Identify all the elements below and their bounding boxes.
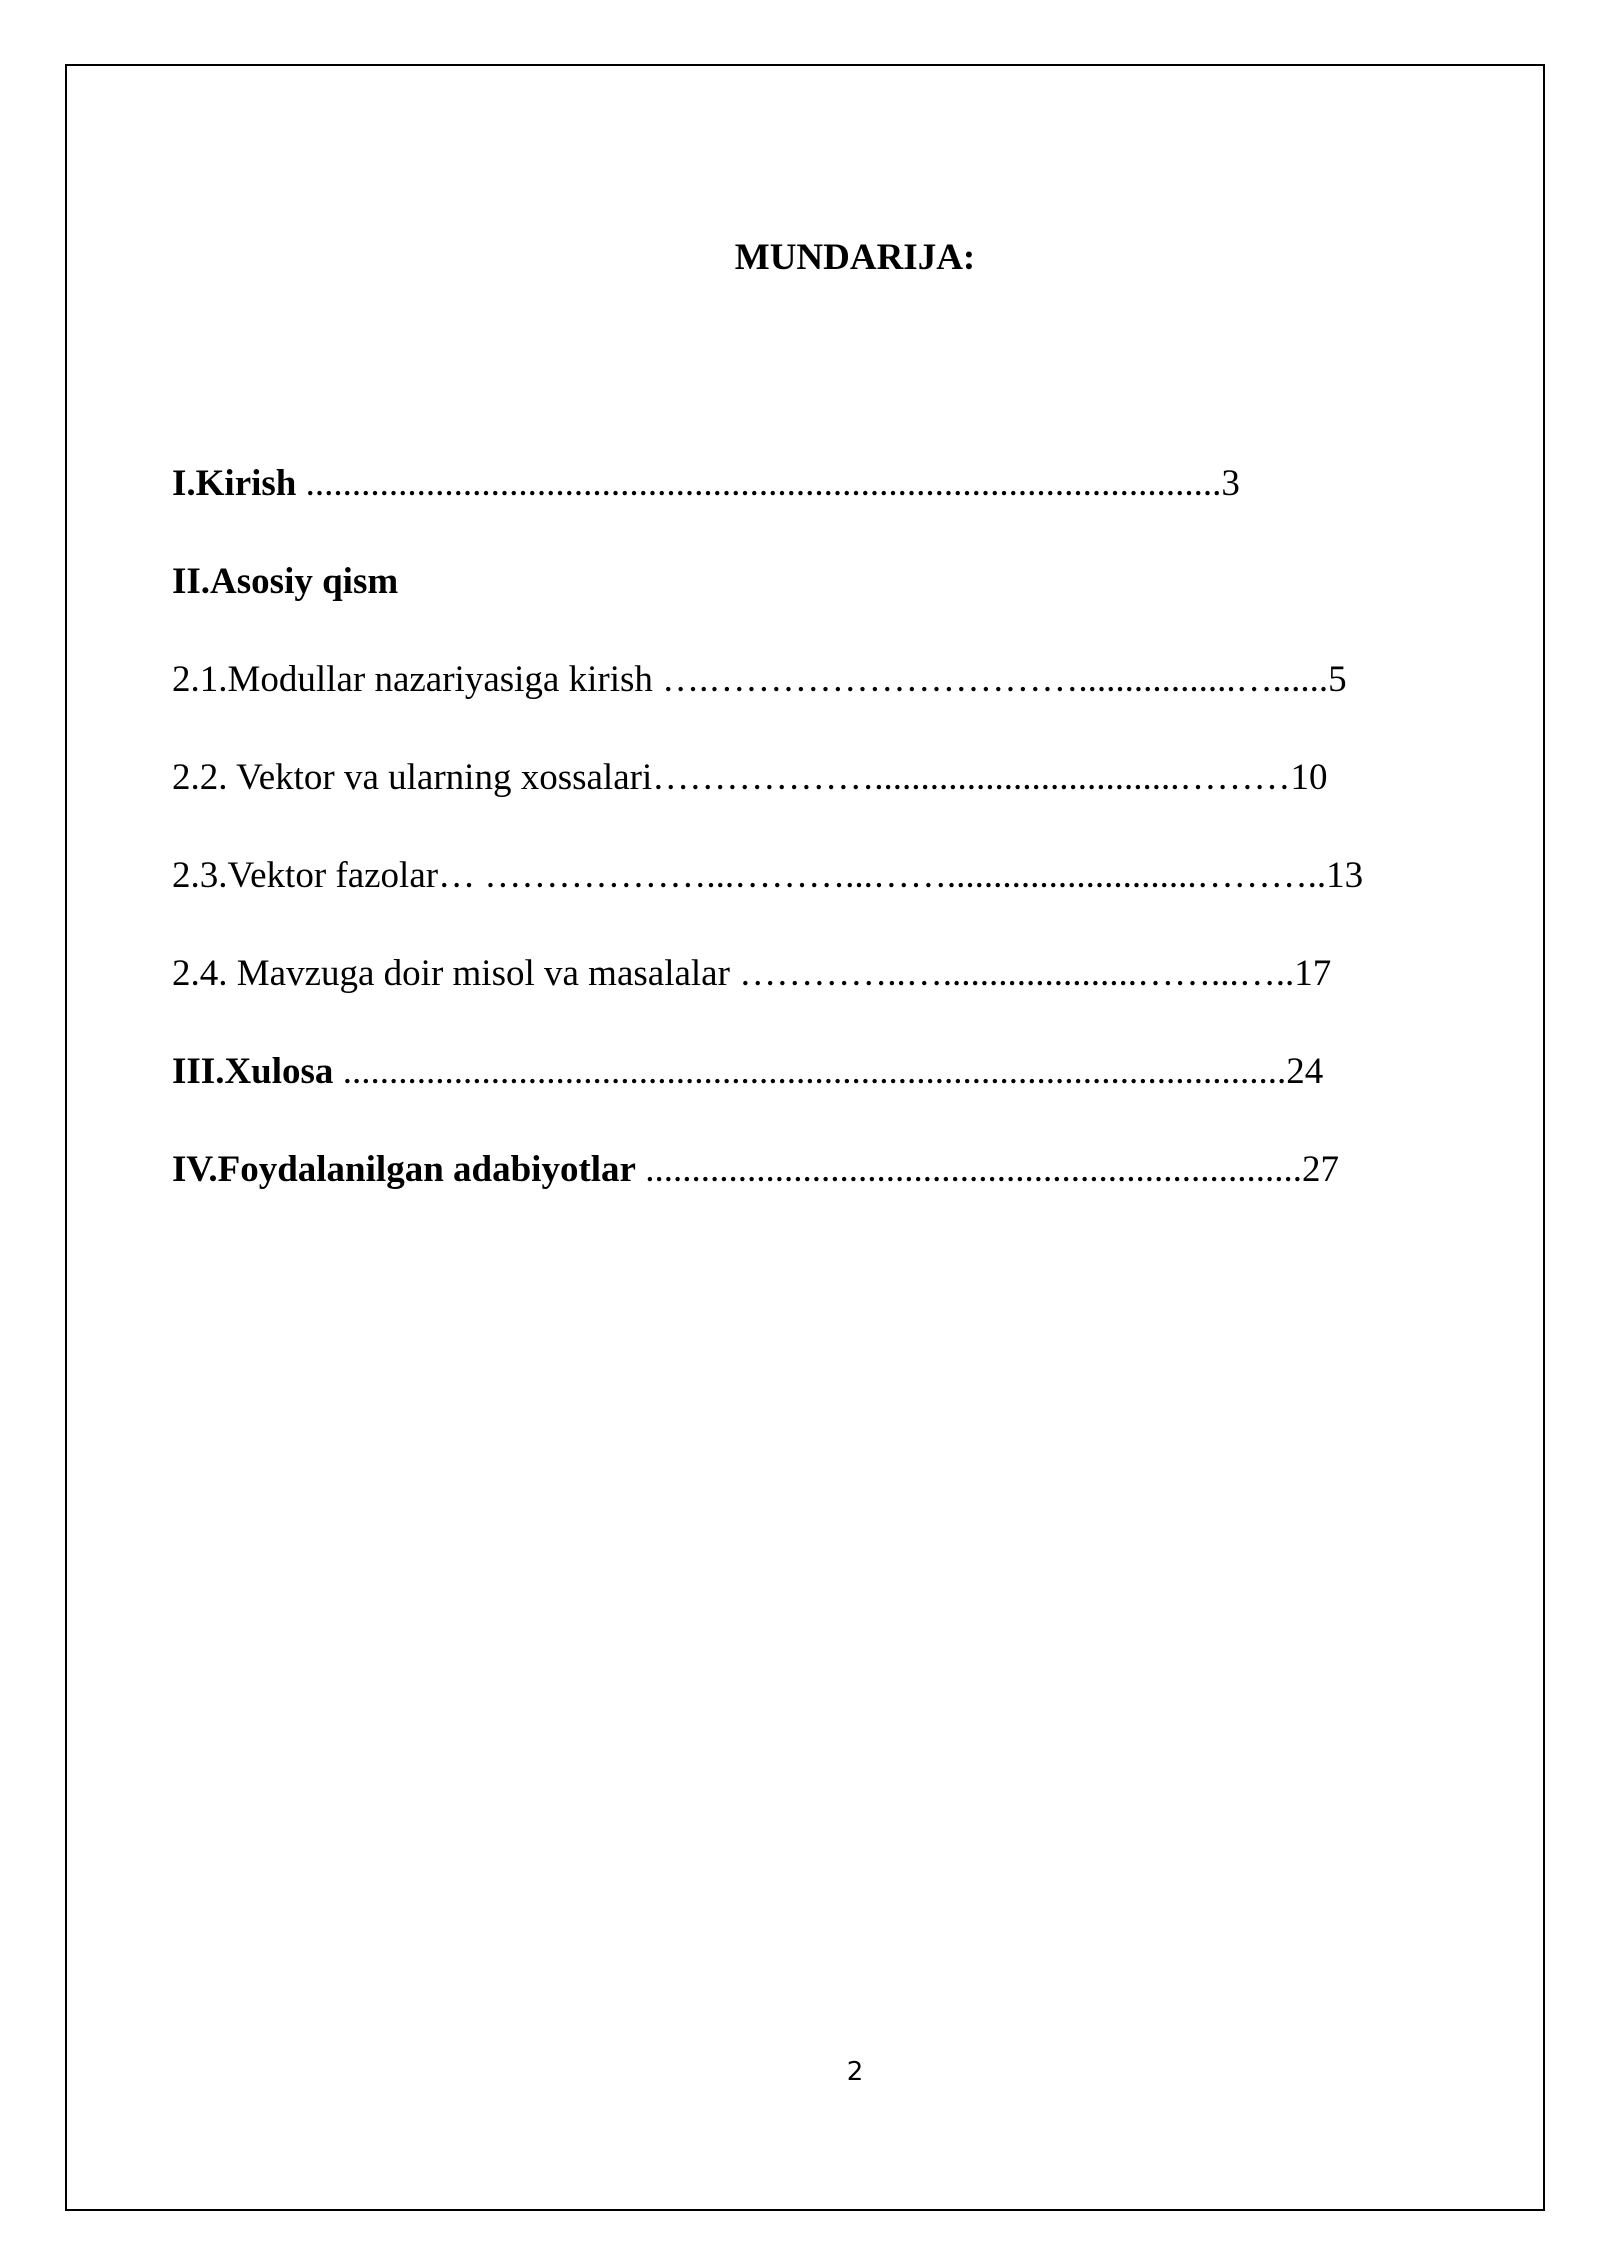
page-number: 2 — [846, 2057, 864, 2087]
toc-entry-leader: …………..….....................……...….. — [729, 953, 1295, 994]
toc-entry-page: 27 — [1301, 1149, 1339, 1190]
toc-entry-asosiy-qism — [172, 560, 398, 604]
toc-entry-leader: ...................................................................................................... — [333, 1051, 1287, 1092]
toc-entry-leader: ….………………………….................…...... — [652, 659, 1329, 700]
toc-entry-leader: ……………….................................……… — [652, 757, 1291, 798]
toc-entry-label: 2.3.Vektor fazolar… — [172, 855, 476, 896]
toc-entry-page: 13 — [1326, 855, 1364, 896]
toc-entry-page: 17 — [1294, 953, 1332, 994]
toc-entry-leader: ………………...………...……...........................……….. — [475, 855, 1327, 896]
toc-entry-label: 2.2. Vektor va ularning xossalari — [172, 757, 653, 798]
page-title: MUNDARIJA: — [734, 237, 976, 278]
toc-entry-page: 24 — [1286, 1051, 1324, 1092]
toc-entry-label: IV.Foydalanilgan adabiyotlar — [172, 1149, 636, 1190]
toc-entry-label: 2.1.Modullar nazariyasiga kirish — [172, 659, 653, 700]
toc-entry-leader: ................................................................................................... — [296, 463, 1222, 504]
toc-entry-kirish — [172, 462, 1240, 506]
toc-entry-label: II.Asosiy qism — [172, 561, 399, 602]
toc-entry-label: I.Kirish — [172, 463, 297, 504]
toc-entry-2-3 — [172, 854, 1363, 898]
toc-entry-page: 10 — [1290, 757, 1328, 798]
toc-entry-xulosa — [172, 1050, 1323, 1094]
toc-entry-2-1 — [172, 658, 1347, 702]
toc-entry-label: 2.4. Mavzuga doir misol va masalalar — [172, 953, 730, 994]
toc-entry-leader: ....................................................................... — [635, 1149, 1302, 1190]
toc-entry-label: III.Xulosa — [172, 1051, 334, 1092]
page-border — [65, 64, 1545, 2211]
toc-entry-page: 5 — [1328, 659, 1347, 700]
toc-entry-2-4 — [172, 952, 1331, 996]
toc-entry-adabiyotlar — [172, 1148, 1339, 1192]
toc-entry-2-2 — [172, 756, 1327, 800]
toc-entry-page: 3 — [1221, 463, 1240, 504]
